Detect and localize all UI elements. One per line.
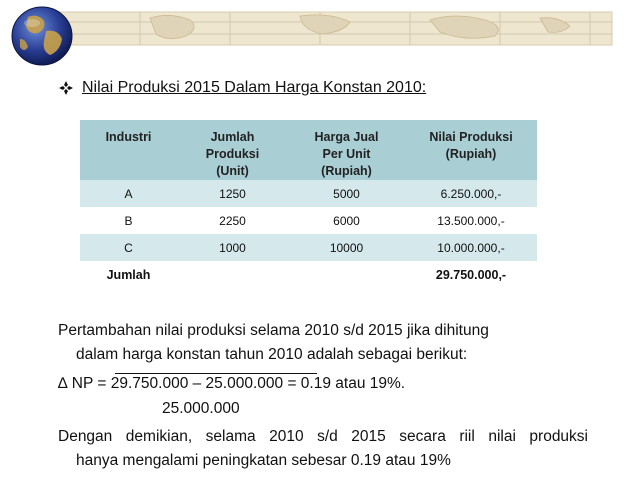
table-row bbox=[80, 180, 537, 207]
cell-empty bbox=[288, 261, 405, 288]
paragraph-2-line-1: Dengan demikian, selama 2010 s/d 2015 secara riil nilai produksi bbox=[58, 428, 588, 445]
paragraph-1-line-1: Pertambahan nilai produksi selama 2010 s/d 2015 jika dihitung bbox=[58, 322, 489, 339]
cell-harga: 5000 bbox=[288, 180, 405, 207]
production-table bbox=[80, 120, 537, 288]
cell-industri: B bbox=[80, 207, 177, 234]
section-heading bbox=[58, 79, 426, 97]
cell-harga: 6000 bbox=[288, 207, 405, 234]
header-jumlah-produksi: Jumlah Produksi (Unit) bbox=[177, 120, 288, 180]
cell-jumlah: 1250 bbox=[177, 180, 288, 207]
paragraph-1-line-2: dalam harga konstan tahun 2010 adalah sebagai berikut: bbox=[76, 346, 468, 363]
cell-industri: C bbox=[80, 234, 177, 261]
total-label: Jumlah bbox=[80, 261, 177, 288]
header-banner bbox=[0, 0, 638, 62]
header-nilai-produksi: Nilai Produksi (Rupiah) bbox=[405, 120, 537, 180]
formula-result: = 0.19 atau 19%. bbox=[287, 375, 406, 392]
formula-line bbox=[58, 373, 405, 395]
header-harga-jual: Harga Jual Per Unit (Rupiah) bbox=[288, 120, 405, 180]
table-row bbox=[80, 207, 537, 234]
header-industri: Industri bbox=[80, 120, 177, 180]
heading-text: Nilai Produksi 2015 Dalam Harga Konstan 2010: bbox=[82, 79, 427, 96]
fraction-bar bbox=[115, 373, 317, 374]
cell-jumlah: 1000 bbox=[177, 234, 288, 261]
table-header-row bbox=[80, 120, 537, 180]
formula-lhs: NP = bbox=[71, 375, 107, 392]
cell-nilai: 6.250.000,- bbox=[405, 180, 537, 207]
table-row bbox=[80, 234, 537, 261]
cell-nilai: 10.000.000,- bbox=[405, 234, 537, 261]
delta-symbol: ∆ bbox=[58, 375, 68, 392]
paragraph-2-line-2: hanya mengalami peningkatan sebesar 0.19 atau 19% bbox=[76, 452, 451, 469]
cell-industri: A bbox=[80, 180, 177, 207]
total-value: 29.750.000,- bbox=[405, 261, 537, 288]
table-total-row bbox=[80, 261, 537, 288]
formula-numerator: 29.750.000 – 25.000.000 bbox=[110, 375, 284, 392]
cell-jumlah: 2250 bbox=[177, 207, 288, 234]
cell-nilai: 13.500.000,- bbox=[405, 207, 537, 234]
globe-icon bbox=[6, 5, 78, 67]
formula-denominator: 25.000.000 bbox=[162, 400, 240, 417]
cell-empty bbox=[177, 261, 288, 288]
cell-harga: 10000 bbox=[288, 234, 405, 261]
diamond-bullet-icon bbox=[58, 80, 74, 96]
